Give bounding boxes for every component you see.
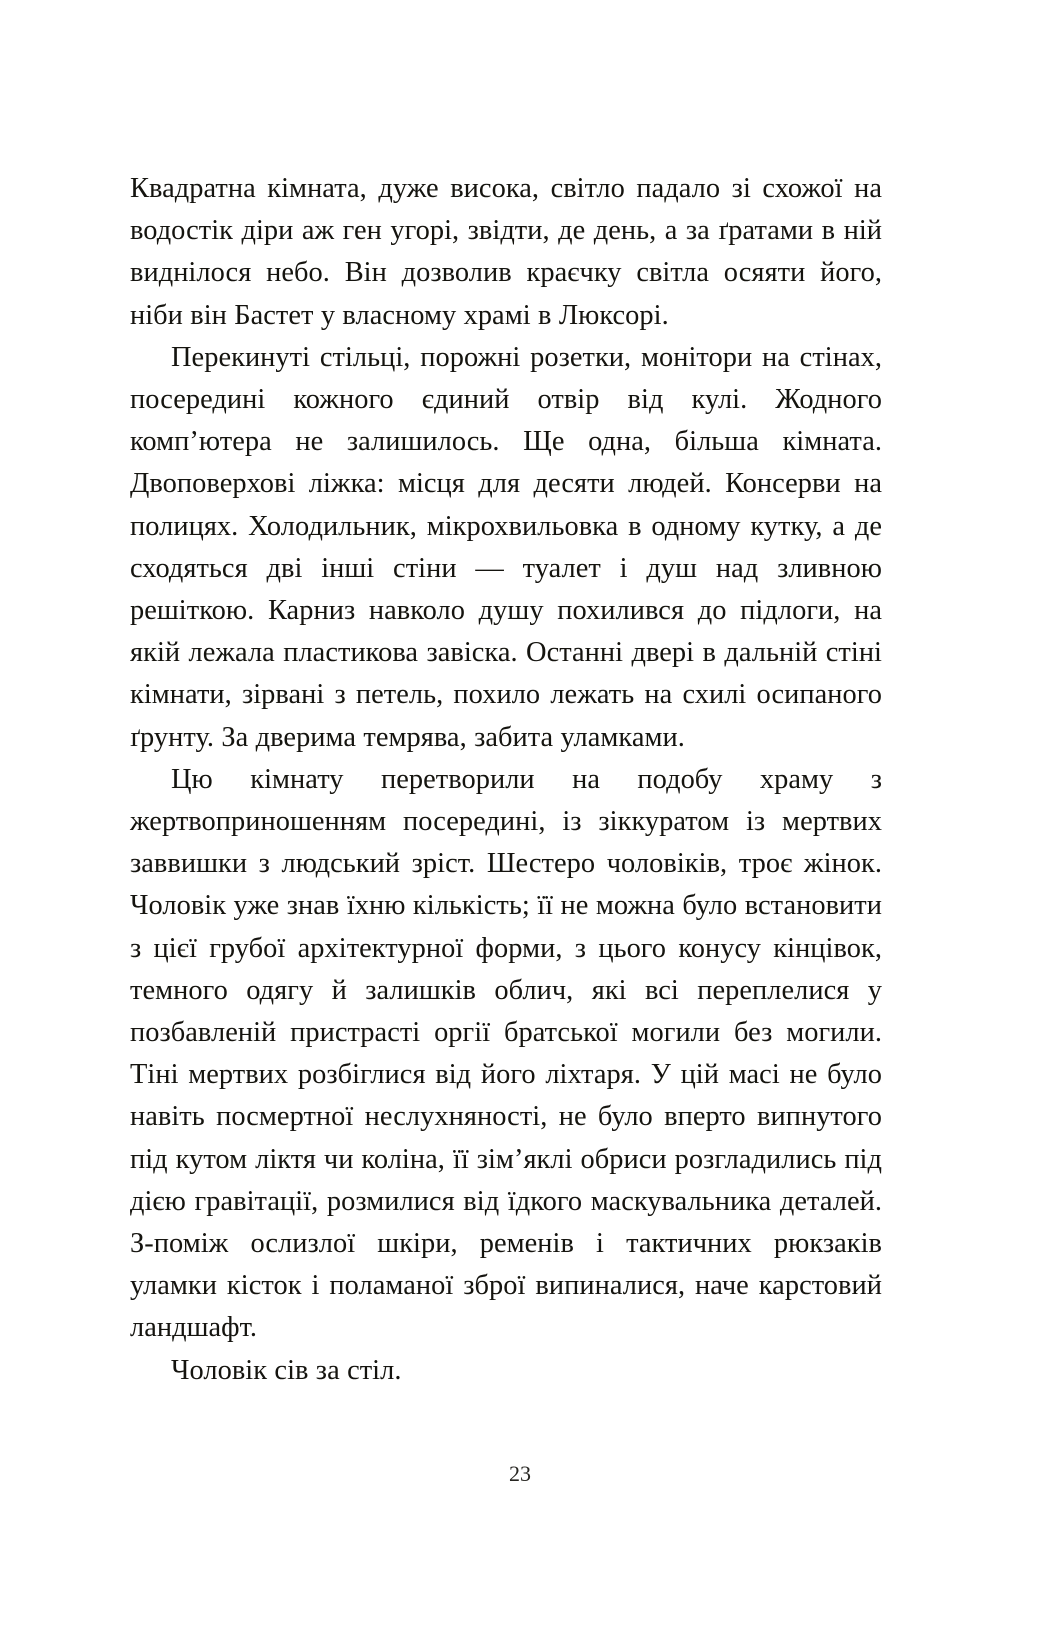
body-text-block — [130, 168, 882, 1392]
paragraph-1: Квадратна кімната, дуже висока, світло падало зі схожої на водостік діри аж ген угорі, звідти, де день, а за ґратами в ній виднілося небо. Він дозволив краєчку світла осяяти його, ніби він Бастет у власному храмі в Люксорі. — [130, 173, 882, 331]
page-number: 23 — [509, 1461, 531, 1486]
paragraph-3: Цю кімнату перетворили на подобу храму з жертвоприношенням посередині, із зіккуратом із мертвих заввишки з людський зріст. Шестеро чоловіків, троє жінок. Чоловік уже знав їхню кількість; її не можна було встановити з цієї грубої архітектурної форми, з цього конусу кінцівок, темного одягу й залишків облич, які всі переплелися у позбавленій пристрасті оргії братської могили без могили. Тіні мертвих розбіглися від його ліхтаря. У цій масі не було навіть посмертної неслухняності, не було вперто випнутого під кутом ліктя чи коліна, її зім’яклі обриси розгладились під дією гравітації, розмилися від їдкого маскувальника деталей. З-поміж ослизлої шкіри, ременів і тактичних рюкзаків уламки кісток і поламаної зброї випиналися, наче карстовий ландшафт. — [130, 763, 882, 1344]
paragraph-2: Перекинуті стільці, порожні розетки, монітори на стінах, посередині кожного єдиний отвір від кулі. Жодного комп’ютера не залишилось. Ще одна, більша кімната. Двоповерхові ліжка: місця для десяти людей. Консерви на полицях. Холодильник, мікрохвильовка в одному кутку, а де сходяться дві інші стіни — туалет і душ над зливною решіткою. Карниз навколо душу похилився до підлоги, на якій лежала пластикова завіска. Останні двері в дальній стіні кімнати, зірвані з петель, похило лежать на схилі осипаного ґрунту. За дверима темрява, забита уламками. — [130, 341, 882, 753]
paragraph-4: Чоловік сів за стіл. — [171, 1354, 402, 1386]
